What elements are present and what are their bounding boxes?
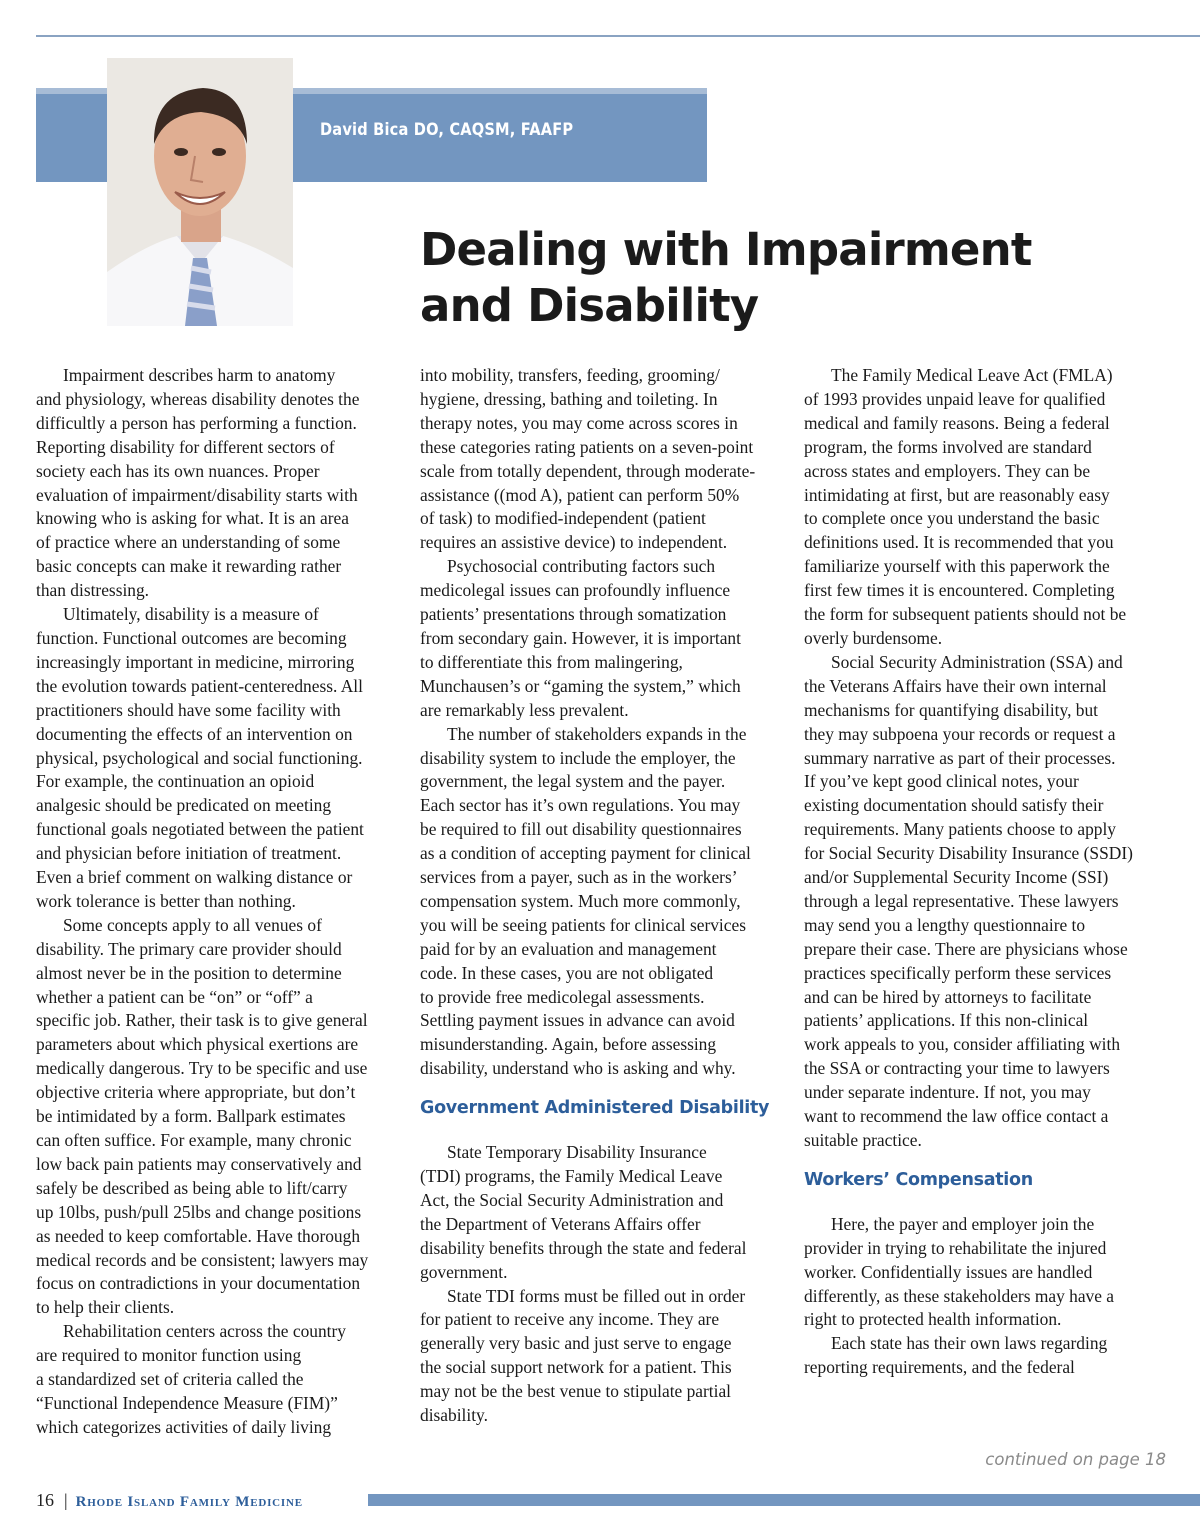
text-line: overly burdensome. — [804, 627, 943, 648]
text-line: requirements. Many patients choose to apply — [804, 819, 1116, 840]
text-line: government, the legal system and the payer. — [420, 771, 726, 792]
text-line: misunderstanding. Again, before assessing — [420, 1034, 717, 1055]
text-line: across states and employers. They can be — [804, 460, 1091, 481]
text-line: government. — [420, 1261, 508, 1282]
text-line: to complete once you understand the basic — [804, 508, 1100, 529]
text-line: For example, the continuation an opioid — [36, 771, 315, 792]
text-line: If you’ve kept good clinical notes, your — [804, 771, 1079, 792]
text-line: Ultimately, disability is a measure of — [63, 604, 319, 625]
text-line: basic concepts can make it rewarding rather — [36, 556, 342, 577]
text-line: work appeals to you, consider affiliating with — [804, 1034, 1121, 1055]
title-line: and Disability — [420, 279, 759, 332]
text-line: existing documentation should satisfy their — [804, 795, 1104, 816]
footer — [36, 1490, 303, 1516]
text-line: intimidating at first, but are reasonably easy — [804, 484, 1110, 505]
text-line: code. In these cases, you are not obligated — [420, 962, 714, 983]
text-line: documenting the effects of an intervention on — [36, 723, 353, 744]
text-line: are remarkably less prevalent. — [420, 699, 629, 720]
continued-note: continued on page 18 — [985, 1450, 1166, 1469]
journal-name: Rhode Island Family Medicine — [75, 1494, 303, 1510]
text-line: functional goals negotiated between the patient — [36, 819, 364, 840]
text-line: which categorizes activities of daily living — [36, 1416, 332, 1437]
text-line: “Functional Independence Measure (FIM)” — [36, 1392, 338, 1413]
section-heading: Workers’ Compensation — [804, 1169, 1033, 1190]
section-heading: Government Administered Disability — [420, 1098, 770, 1119]
author-photo — [107, 58, 293, 326]
text-line: of 1993 provides unpaid leave for qualified — [804, 388, 1106, 409]
text-line: Act, the Social Security Administration and — [420, 1189, 724, 1210]
text-line: medically dangerous. Try to be specific and use — [36, 1058, 368, 1079]
text-line: patients’ applications. If this non-clinical — [804, 1010, 1089, 1031]
text-line: practices specifically perform these services — [804, 962, 1112, 983]
text-line: for patient to receive any income. They are — [420, 1309, 720, 1330]
text-line: provider in trying to rehabilitate the injured — [804, 1237, 1107, 1258]
text-line: compensation system. Much more commonly, — [420, 890, 741, 911]
text-line: disability. — [420, 1405, 488, 1426]
text-line: be required to fill out disability questionnaires — [420, 819, 742, 840]
text-line: first few times it is encountered. Completing — [804, 580, 1115, 601]
text-line: be intimidated by a form. Ballpark estimates — [36, 1106, 346, 1127]
text-line: whether a patient can be “on” or “off” a — [36, 986, 313, 1007]
text-line: as needed to keep comfortable. Have thorough — [36, 1225, 361, 1246]
text-line: the social support network for a patient. This — [420, 1357, 732, 1378]
text-line: disability benefits through the state and federal — [420, 1237, 747, 1258]
text-line: suitable practice. — [804, 1130, 922, 1150]
text-line: Settling payment issues in advance can avoid — [420, 1010, 735, 1031]
text-line: evaluation of impairment/disability starts with — [36, 484, 358, 505]
text-line: Reporting disability for different sectors of — [36, 436, 335, 457]
article-title — [420, 222, 1120, 334]
text-line: and can be hired by attorneys to facilitate — [804, 986, 1092, 1007]
text-line: definitions used. It is recommended that you — [804, 532, 1114, 553]
text-line: therapy notes, you may come across scores in — [420, 412, 738, 433]
text-line: requires an assistive device) to independent. — [420, 532, 728, 553]
text-line: differently, as these stakeholders may have a — [804, 1285, 1115, 1306]
text-line: (TDI) programs, the Family Medical Leave — [420, 1166, 723, 1186]
text-line: Each state has their own laws regarding — [831, 1333, 1108, 1354]
text-line: parameters about which physical exertions are — [36, 1034, 359, 1055]
text-line: Munchausen’s or “gaming the system,” which — [420, 675, 741, 696]
text-line: State TDI forms must be filled out in order — [447, 1285, 746, 1306]
text-line: paid for by an evaluation and management — [420, 938, 717, 959]
text-line: worker. Confidentially issues are handled — [804, 1261, 1093, 1282]
text-line: physical, psychological and social functioning. — [36, 747, 363, 768]
text-line: Impairment describes harm to anatomy — [63, 365, 336, 385]
column-1 — [36, 364, 400, 1440]
text-line: from secondary gain. However, it is important — [420, 627, 741, 648]
top-rule — [36, 35, 1200, 37]
text-line: mechanisms for quantifying disability, but — [804, 699, 1098, 720]
text-line: services from a payer, such as in the workers’ — [420, 867, 738, 888]
text-line: of task) to modified-independent (patient — [420, 508, 706, 529]
text-line: the SSA or contracting your time to lawyers — [804, 1058, 1110, 1079]
text-line: the Veterans Affairs have their own internal — [804, 675, 1107, 696]
text-line: increasingly important in medicine, mirroring — [36, 651, 355, 672]
text-line: these categories rating patients on a seven-point — [420, 436, 754, 457]
text-line: of practice where an understanding of some — [36, 532, 341, 553]
text-line: work tolerance is better than nothing. — [36, 890, 296, 911]
text-line: specific job. Rather, their task is to give general — [36, 1010, 368, 1031]
text-line: practitioners should have some facility with — [36, 699, 341, 720]
text-line: the evolution towards patient-centeredness. All — [36, 675, 363, 696]
text-line: Rehabilitation centers across the country — [63, 1321, 346, 1342]
page-number: 16 — [36, 1490, 54, 1510]
text-line: as a condition of accepting payment for clinical — [420, 843, 751, 864]
text-line: Here, the payer and employer join the — [831, 1213, 1095, 1234]
text-line: The number of stakeholders expands in the — [447, 723, 747, 744]
text-line: Psychosocial contributing factors such — [447, 556, 716, 577]
text-line: you will be seeing patients for clinical services — [420, 914, 746, 935]
text-line: The Family Medical Leave Act (FMLA) — [831, 365, 1113, 385]
text-line: knowing who is asking for what. It is an area — [36, 508, 349, 529]
text-line: Some concepts apply to all venues of — [63, 914, 322, 935]
text-line: can often suffice. For example, many chronic — [36, 1130, 352, 1150]
text-line: to differentiate this from malingering, — [420, 651, 683, 672]
text-line: Social Security Administration (SSA) and — [831, 651, 1123, 672]
text-line: up 10lbs, push/pull 25lbs and change positions — [36, 1201, 362, 1222]
title-line: Dealing with Impairment — [420, 223, 1032, 276]
text-line: they may subpoena your records or request a — [804, 723, 1116, 744]
text-line: into mobility, transfers, feeding, grooming/ — [420, 365, 720, 385]
text-line: familiarize yourself with this paperwork the — [804, 556, 1110, 577]
text-line: disability system to include the employer, the — [420, 747, 736, 768]
text-line: reporting requirements, and the federal — [804, 1357, 1075, 1378]
text-line: summary narrative as part of their processes. — [804, 747, 1116, 768]
text-line: objective criteria where appropriate, but don’t — [36, 1082, 356, 1103]
text-line: may send you a lengthy questionnaire to — [804, 914, 1086, 935]
text-line: are required to monitor function using — [36, 1345, 302, 1366]
text-line: right to protected health information. — [804, 1309, 1062, 1330]
text-line: medicolegal issues can profoundly influence — [420, 580, 731, 601]
text-line: and physician before initiation of treatment. — [36, 843, 342, 864]
author-portrait-image — [107, 58, 293, 326]
text-line: the form for subsequent patients should not be — [804, 604, 1127, 625]
text-line: focus on contradictions in your documentation — [36, 1273, 361, 1294]
column-3 — [804, 364, 1168, 1380]
text-line: medical and family reasons. Being a federal — [804, 412, 1110, 433]
text-line: society each has its own nuances. Proper — [36, 460, 320, 481]
text-line: a standardized set of criteria called the — [36, 1369, 304, 1390]
text-line: to provide free medicolegal assessments. — [420, 986, 705, 1007]
text-line: and/or Supplemental Security Income (SSI) — [804, 867, 1109, 888]
text-line: function. Functional outcomes are becoming — [36, 627, 347, 648]
text-line: medical records and be consistent; lawyers may — [36, 1249, 369, 1270]
text-line: and physiology, whereas disability denotes the — [36, 388, 360, 409]
text-line: to help their clients. — [36, 1297, 175, 1318]
column-2 — [420, 364, 784, 1428]
text-line: disability, understand who is asking and why. — [420, 1058, 736, 1079]
text-line: almost never be in the position to determine — [36, 962, 342, 983]
text-line: under separate indenture. If not, you may — [804, 1082, 1091, 1103]
text-line: Even a brief comment on walking distance or — [36, 867, 353, 888]
text-line: than distressing. — [36, 580, 150, 601]
text-line: scale from totally dependent, through moderate- — [420, 460, 756, 481]
text-line: difficultly a person has performing a function. — [36, 412, 357, 433]
text-line: analgesic should be predicated on meeting — [36, 795, 332, 816]
text-line: low back pain patients may conservatively and — [36, 1153, 362, 1174]
footer-separator: | — [64, 1490, 68, 1510]
text-line: for Social Security Disability Insurance (SSDI) — [804, 843, 1133, 864]
text-line: State Temporary Disability Insurance — [447, 1142, 707, 1163]
text-line: assistance ((mod A), patient can perform 50% — [420, 484, 740, 505]
text-line: safely be described as being able to lift/carry — [36, 1177, 348, 1198]
text-line: want to recommend the law office contact a — [804, 1106, 1109, 1127]
text-line: patients’ presentations through somatization — [420, 604, 727, 625]
footer-bar — [368, 1494, 1200, 1506]
text-line: program, the forms involved are standard — [804, 436, 1092, 457]
text-line: disability. The primary care provider should — [36, 938, 342, 959]
text-line: prepare their case. There are physicians whose — [804, 938, 1128, 959]
text-line: through a legal representative. These lawyers — [804, 890, 1119, 911]
text-line: may not be the best venue to stipulate partial — [420, 1381, 732, 1402]
text-line: generally very basic and just serve to engage — [420, 1333, 732, 1354]
author-name: David Bica DO, CAQSM, FAAFP — [320, 120, 574, 140]
text-line: Each sector has it’s own regulations. You may — [420, 795, 741, 816]
text-line: hygiene, dressing, bathing and toileting. In — [420, 388, 718, 409]
text-line: the Department of Veterans Affairs offer — [420, 1213, 701, 1234]
